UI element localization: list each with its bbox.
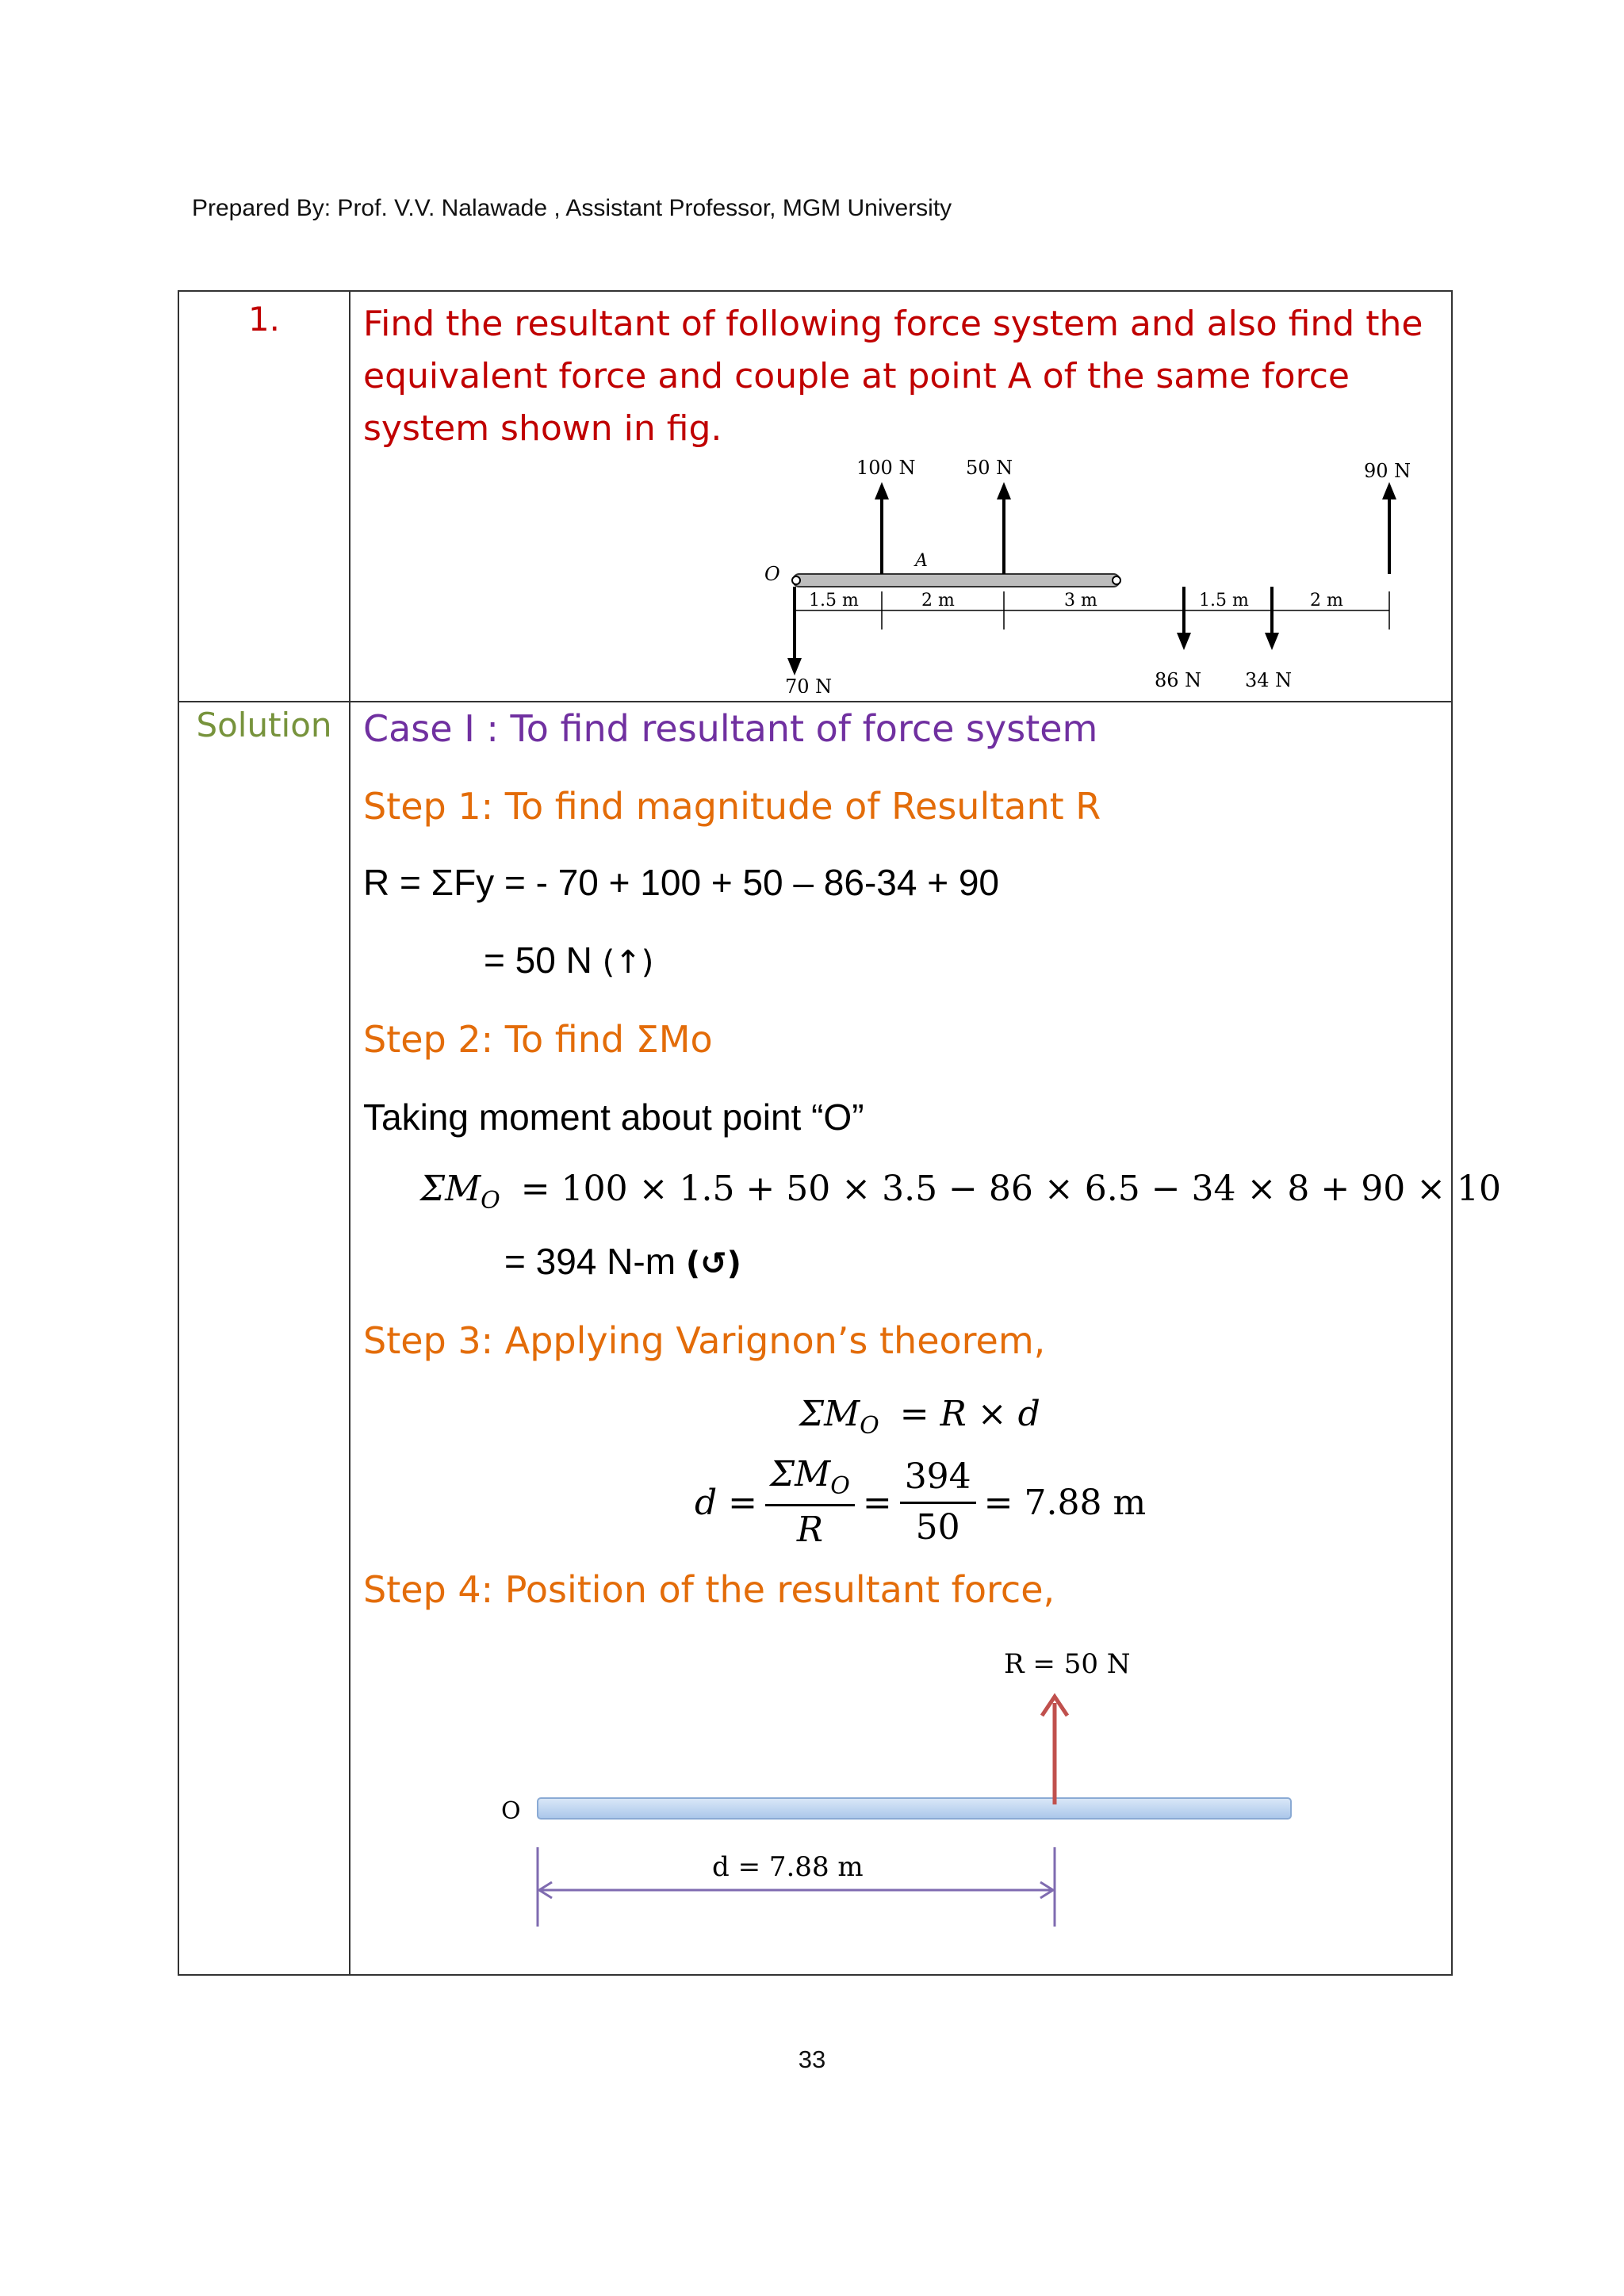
beam-simplified [538, 1798, 1291, 1819]
problem-number: 1. [247, 300, 281, 339]
svg-text:90 N: 90 N [1364, 460, 1411, 482]
fraction-moment-over-r: $\frac{\Sigma M_O}{R}$ [765, 1456, 855, 1549]
svg-text:100 N: 100 N [856, 457, 916, 479]
step2-title: Step 2: To find ΣMo [363, 1018, 713, 1061]
row-divider [179, 701, 1451, 702]
step2-text: Taking moment about point “O” [363, 1096, 864, 1138]
force-90N [1364, 460, 1411, 574]
step1-title: Step 1: To find magnitude of Resultant R [363, 785, 1101, 828]
span-3: 3 m [1064, 591, 1097, 610]
resultant-label: R = 50 N [1004, 1648, 1131, 1680]
origin-label-2: O [501, 1797, 521, 1825]
step4-title: Step 4: Position of the resultant force, [363, 1568, 1055, 1611]
beam-force-diagram [557, 455, 1429, 693]
problem-table [178, 290, 1502, 1976]
force-100N [856, 457, 915, 574]
column-divider [349, 292, 350, 1974]
svg-text:34 N: 34 N [1245, 669, 1293, 691]
step3-varignon-equation: $\Sigma M_O = R \times d$ [799, 1394, 1040, 1440]
step3-distance-equation: d = $\frac{\Sigma M_O}{R}$ = $\frac{394}{50}$ = 7.88 m [695, 1454, 1147, 1550]
force-86N [1155, 587, 1201, 691]
fraction-394-over-50: $\frac{394}{50}$ [900, 1458, 976, 1547]
origin-label: O [764, 563, 780, 585]
case-title: Case I : To find resultant of force system [363, 707, 1098, 750]
svg-text:70 N: 70 N [785, 675, 833, 693]
step2-result: = 394 N-m (↺) [504, 1241, 741, 1282]
resultant-position-diagram [481, 1640, 1432, 1973]
span-5: 2 m [1310, 591, 1343, 610]
distance-label: d = 7.88 m [712, 1851, 864, 1883]
step1-equation: R = ΣFy = - 70 + 100 + 50 – 86-34 + 90 [363, 862, 1000, 903]
step1-result: = 50 N (↑) [484, 939, 654, 981]
solution-label: Solution [196, 706, 332, 744]
resultant-arrow [1042, 1697, 1067, 1804]
span-4: 1.5 m [1199, 591, 1249, 610]
svg-text:50 N: 50 N [966, 457, 1013, 479]
page-number: 33 [798, 2045, 826, 2073]
prepared-by-header: Prepared By: Prof. V.V. Nalawade , Assistant Professor, MGM University [192, 195, 952, 221]
span-1: 1.5 m [809, 591, 859, 610]
force-50N [966, 457, 1013, 574]
span-2: 2 m [921, 591, 955, 610]
point-a-label: A [915, 551, 928, 571]
step2-moment-equation: $\Sigma M_O = 100 \times 1.5 + 50 \times 3.5 - 86 \times 6.5 - 34 \times 8 + 90 \times 10$ [420, 1169, 1502, 1215]
problem-statement: Find the resultant of following force system and also find the equivalent force and couple at point A of the same force system shown in fig. [363, 304, 1423, 449]
svg-text:86 N: 86 N [1155, 669, 1202, 691]
step3-title: Step 3: Applying Varignon’s theorem, [363, 1319, 1046, 1362]
force-34N [1245, 587, 1292, 691]
beam [793, 574, 1120, 587]
